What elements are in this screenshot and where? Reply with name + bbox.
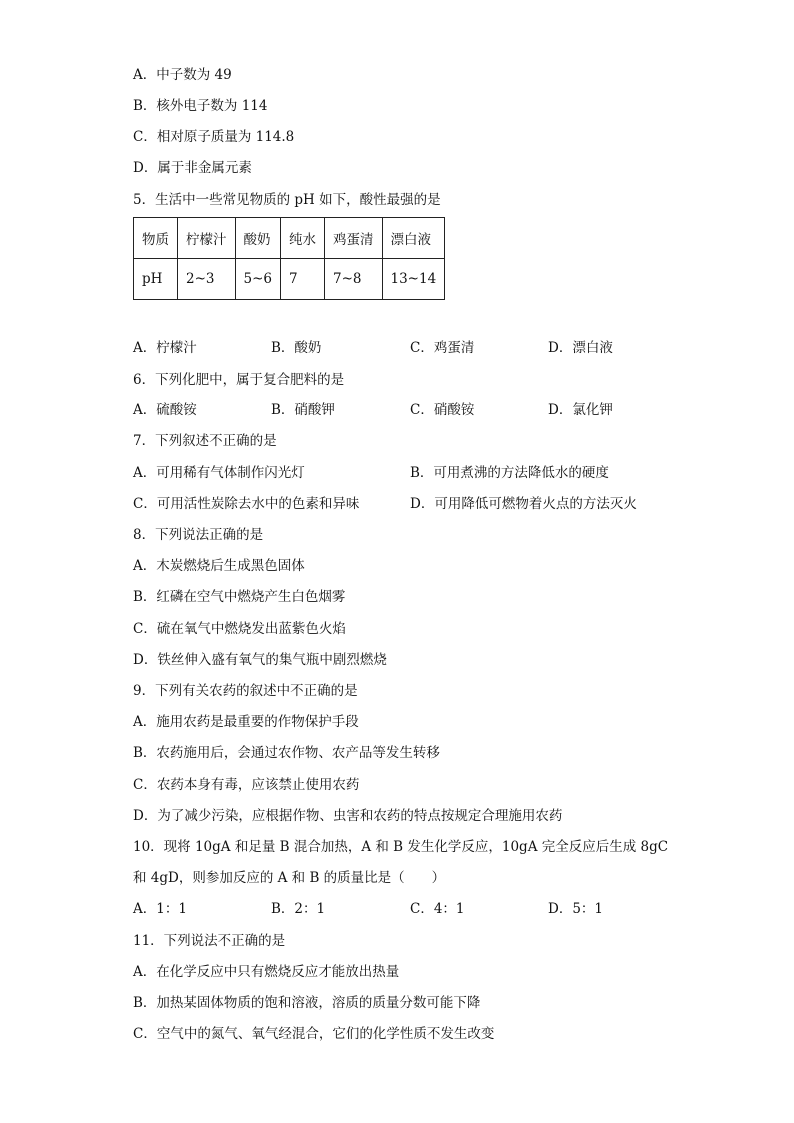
q7-option-d: D．可用降低可燃物着火点的方法灭火 xyxy=(410,496,637,512)
ph-table xyxy=(133,217,445,300)
table-cell: 5~6 xyxy=(235,259,281,300)
q11-stem: 11．下列说法不正确的是 xyxy=(133,933,286,949)
table-cell: 13~14 xyxy=(382,259,445,300)
q8-option-c: C．硫在氧气中燃烧发出蓝紫色火焰 xyxy=(133,621,346,637)
q10-option-b: B．2：1 xyxy=(271,901,326,917)
table-cell: 7~8 xyxy=(325,259,383,300)
q10-stem-line2: 和 4gD，则参加反应的 A 和 B 的质量比是（ ） xyxy=(133,870,446,886)
q8-option-a: A．木炭燃烧后生成黑色固体 xyxy=(133,558,305,574)
q6-option-d: D．氯化钾 xyxy=(548,402,613,418)
q4-option-b: B．核外电子数为 114 xyxy=(133,98,268,114)
q6-stem: 6．下列化肥中，属于复合肥料的是 xyxy=(133,372,345,388)
q10-option-d: D．5：1 xyxy=(548,901,604,917)
q11-option-a: A．在化学反应中只有燃烧反应才能放出热量 xyxy=(133,964,400,980)
q5-stem: 5．生活中一些常见物质的 pH 如下，酸性最强的是 xyxy=(133,192,441,208)
ph-table-row-substance xyxy=(134,218,445,259)
table-cell: 纯水 xyxy=(281,218,325,259)
q8-stem: 8．下列说法正确的是 xyxy=(133,527,264,543)
q8-option-d: D．铁丝伸入盛有氧气的集气瓶中剧烈燃烧 xyxy=(133,652,387,668)
q9-stem: 9．下列有关农药的叙述中不正确的是 xyxy=(133,683,358,699)
table-cell: 2~3 xyxy=(178,259,236,300)
q9-option-b: B．农药施用后，会通过农作物、农产品等发生转移 xyxy=(133,745,440,761)
q9-option-d: D．为了减少污染，应根据作物、虫害和农药的特点按规定合理施用农药 xyxy=(133,808,563,824)
q5-option-d: D．漂白液 xyxy=(548,340,613,356)
q8-option-b: B．红磷在空气中燃烧产生白色烟雾 xyxy=(133,589,346,605)
q11-option-b: B．加热某固体物质的饱和溶液，溶质的质量分数可能下降 xyxy=(133,995,481,1011)
table-cell: 漂白液 xyxy=(382,218,445,259)
q5-option-c: C．鸡蛋清 xyxy=(410,340,475,356)
table-cell: 柠檬汁 xyxy=(178,218,236,259)
q10-stem-line1: 10．现将 10gA 和足量 B 混合加热，A 和 B 发生化学反应，10gA 完全反应后生成 8gC xyxy=(133,839,669,855)
q7-option-c: C．可用活性炭除去水中的色素和异味 xyxy=(133,496,360,512)
q5-option-b: B．酸奶 xyxy=(271,340,322,356)
q5-option-a: A．柠檬汁 xyxy=(133,340,197,356)
q6-option-c: C．硝酸铵 xyxy=(410,402,475,418)
q9-option-a: A．施用农药是最重要的作物保护手段 xyxy=(133,714,359,730)
q4-option-c: C．相对原子质量为 114.8 xyxy=(133,129,295,145)
q7-stem: 7．下列叙述不正确的是 xyxy=(133,433,277,449)
q11-option-c: C．空气中的氮气、氧气经混合，它们的化学性质不发生改变 xyxy=(133,1026,495,1042)
q9-option-c: C．农药本身有毒，应该禁止使用农药 xyxy=(133,777,360,793)
q6-option-a: A．硫酸铵 xyxy=(133,402,197,418)
q7-option-b: B．可用煮沸的方法降低水的硬度 xyxy=(410,465,609,481)
q10-option-c: C．4：1 xyxy=(410,901,465,917)
q6-option-b: B．硝酸钾 xyxy=(271,402,335,418)
table-cell: 酸奶 xyxy=(235,218,281,259)
q4-option-d: D．属于非金属元素 xyxy=(133,160,252,176)
ph-table-row-ph xyxy=(134,259,445,300)
q10-option-a: A．1：1 xyxy=(133,901,187,917)
q4-option-a: A．中子数为 49 xyxy=(133,67,232,83)
table-cell: pH xyxy=(134,259,178,300)
q7-option-a: A．可用稀有气体制作闪光灯 xyxy=(133,465,305,481)
table-cell: 物质 xyxy=(134,218,178,259)
table-cell: 鸡蛋清 xyxy=(325,218,383,259)
table-cell: 7 xyxy=(281,259,325,300)
